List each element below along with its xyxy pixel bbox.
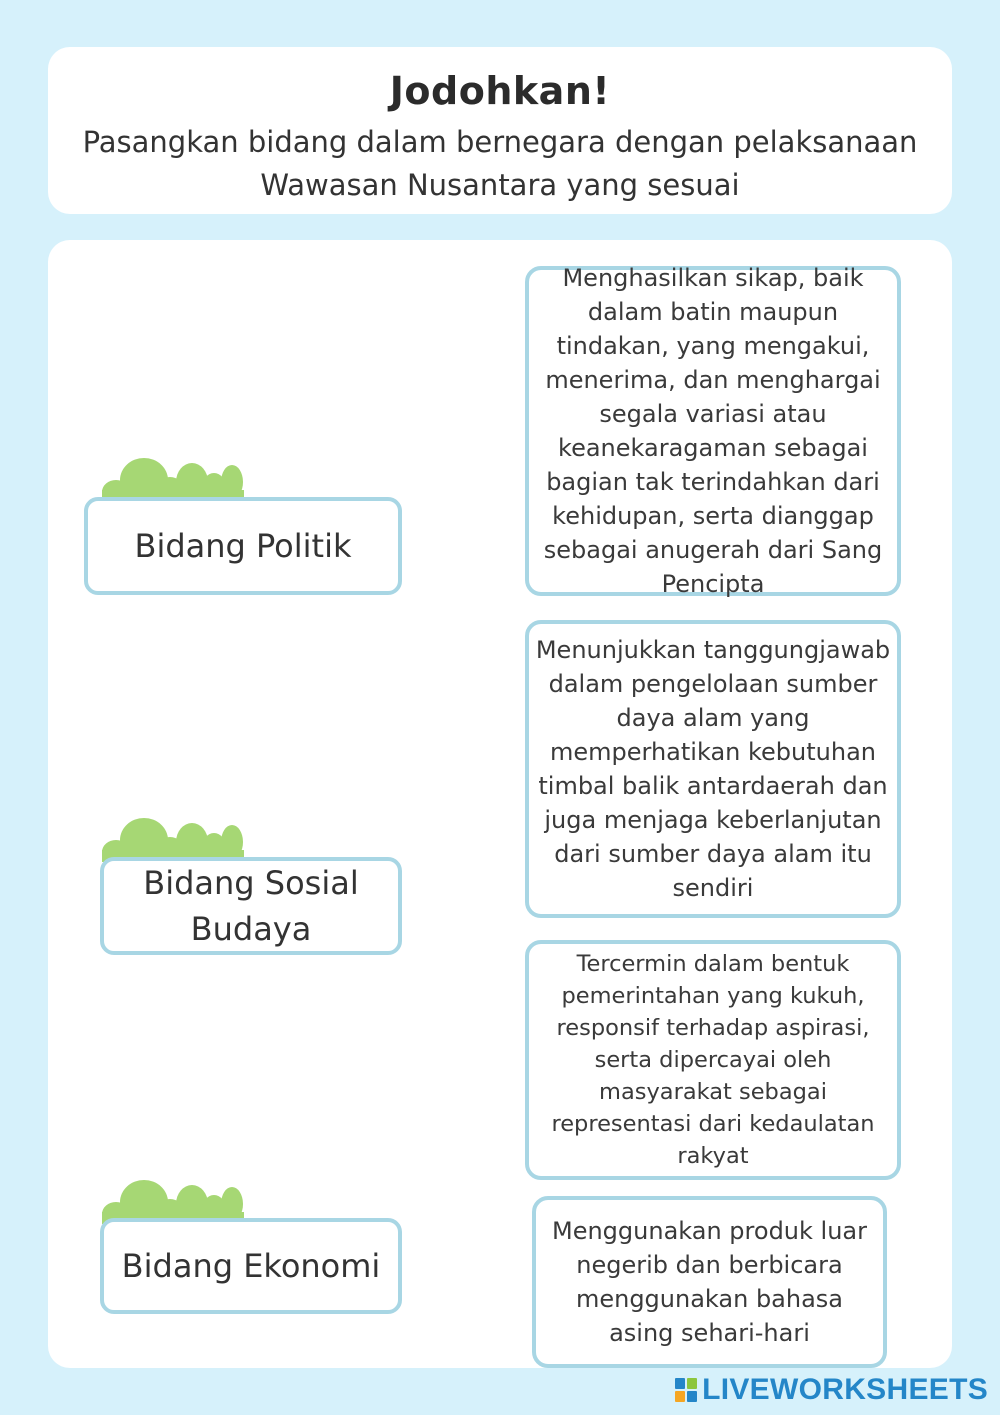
- bush-icon: [100, 818, 246, 862]
- description-box[interactable]: [525, 266, 901, 596]
- description-box[interactable]: [525, 940, 901, 1180]
- field-box-ekonomi[interactable]: [100, 1218, 402, 1314]
- brand-name: LIVEWORKSHEETS: [702, 1373, 988, 1406]
- description-box[interactable]: [532, 1196, 887, 1368]
- bush-icon: [100, 458, 246, 502]
- field-label: Bidang Politik: [134, 527, 352, 565]
- liveworksheets-logo-icon: [675, 1378, 697, 1402]
- description-text: Tercermin dalam bentuk pemerintahan yang kukuh, responsif terhadap aspirasi, serta dipercayai oleh masyarakat sebagai representasi dari kedaulatan rakyat: [551, 951, 875, 1169]
- field-box-politik[interactable]: [84, 497, 402, 595]
- instruction-card: [48, 47, 952, 214]
- page-title: Jodohkan!: [389, 69, 611, 113]
- field-label: Bidang Ekonomi: [121, 1247, 381, 1285]
- liveworksheets-brand: [675, 1373, 988, 1407]
- description-box[interactable]: [525, 620, 901, 918]
- field-label: Bidang Sosial Budaya: [143, 864, 359, 948]
- description-text: Menunjukkan tanggungjawab dalam pengelolaan sumber daya alam yang memperhatikan kebutuhan timbal balik antardaerah dan juga menjaga keberlanjutan dari sumber daya alam itu sendiri: [535, 636, 891, 902]
- field-box-sosial-budaya[interactable]: [100, 857, 402, 955]
- instruction-text: Pasangkan bidang dalam bernegara dengan pelaksanaan Wawasan Nusantara yang sesuai: [82, 125, 918, 202]
- description-text: Menghasilkan sikap, baik dalam batin maupun tindakan, yang mengakui, menerima, dan menghargai segala variasi atau keanekaragaman sebagai bagian tak terindahkan dari kehidupan, serta dianggap sebagai anugerah dari Sang Pencipta: [543, 264, 883, 598]
- description-text: Menggunakan produk luar negerib dan berbicara menggunakan bahasa asing sehari-hari: [552, 1217, 867, 1347]
